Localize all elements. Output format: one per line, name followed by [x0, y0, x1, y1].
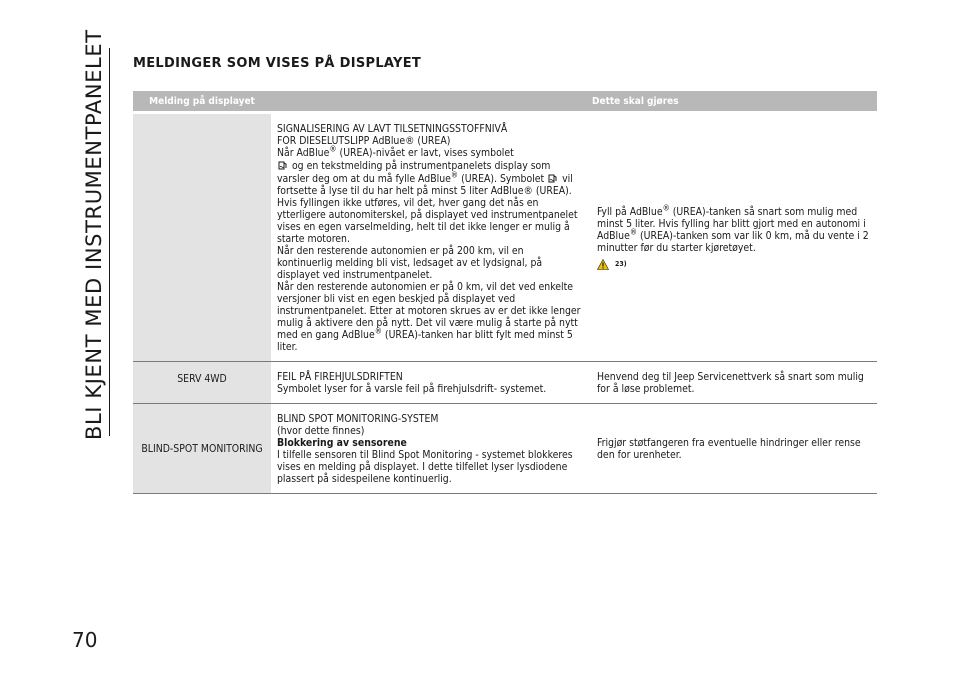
warning-reference: [597, 258, 869, 270]
adblue-fuel-icon: [547, 172, 559, 184]
adblue-fuel-icon: [277, 159, 289, 171]
row-title: FOR DIESELUTSLIPP AdBlue® (UREA): [277, 135, 451, 147]
header-display-message: Melding på displayet: [149, 95, 255, 107]
row-label: BLIND-SPOT MONITORING: [133, 404, 271, 493]
row-title: FEIL PÅ FIREHJULSDRIFTEN: [277, 371, 403, 383]
row-action: [587, 114, 877, 361]
table-row: [133, 114, 877, 362]
action-text: Henvend deg til Jeep Servicenettverk så snart som mulig for å løse problemet.: [597, 371, 864, 395]
warning-ref-number: 23): [615, 260, 627, 268]
table-row: [133, 362, 877, 404]
warning-triangle-icon: [597, 259, 609, 270]
messages-table: [133, 91, 877, 494]
section-title: MELDINGER SOM VISES PÅ DISPLAYET: [133, 56, 422, 71]
row-text: Hvis fyllingen ikke utføres, vil det, hver gang det nås en ytterligere autonomiterskel, på displayet ved instrumentpanelet vises en egen varselmelding, helt til det ikke lenger er mulig å starte motoren.: [277, 197, 578, 245]
row-text: I tilfelle sensoren til Blind Spot Monitoring - systemet blokkeres vises en melding på displayet. I dette tilfellet lyser lysdiodene plassert på sidespeilene kontinuerlig.: [277, 449, 573, 485]
row-action: [587, 362, 877, 403]
header-description: [271, 91, 587, 111]
row-text: Når den resterende autonomien er på 0 km, vil det ved enkelte versjoner bli vist en egen beskjed på displayet ved instrumentpanelet. Etter at motoren skrues av er det ikke lenger mulig å aktivere den på nytt. Det vil være mulig å starte på nytt med en gang AdBlue® (UREA)-tanken har blitt fylt med minst 5 liter.: [277, 281, 581, 353]
row-title: BLIND SPOT MONITORING-SYSTEM: [277, 413, 439, 425]
action-text: Fyll på AdBlue® (UREA)-tanken så snart som mulig med minst 5 liter. Hvis fylling har blitt gjort med en autonomi i AdBlue® (UREA)-tanken som var lik 0 km, må du vente i 2 minutter før du starter kjøretøyet.: [597, 203, 869, 254]
row-title: SIGNALISERING AV LAVT TILSETNINGSSTOFFNIVÅ: [277, 123, 508, 135]
row-text: Når den resterende autonomien er på 200 km, vil en kontinuerlig melding bli vist, ledsaget av et lydsignal, på displayet ved instrumentpanelet.: [277, 245, 543, 281]
row-description: [271, 404, 587, 493]
header-action: Dette skal gjøres: [592, 95, 679, 107]
chapter-divider: [109, 48, 110, 436]
row-label: [133, 114, 271, 361]
row-label: SERV 4WD: [133, 362, 271, 403]
row-text: Symbolet lyser for å varsle feil på firehjulsdrift- systemet.: [277, 383, 547, 395]
table-header: [133, 91, 877, 111]
page-number: 70: [72, 628, 98, 652]
row-text: Når AdBlue® (UREA)-nivået er lavt, vises symbolet og en tekstmelding på instrumentpanelets display som varsler deg om at du må fylle AdBlue® (UREA). Symbolet vil fortsette å lyse til du har helt på minst 5 liter AdBlue® (UREA).: [277, 144, 573, 197]
row-subtitle: (hvor dette finnes): [277, 425, 365, 437]
table-row: [133, 404, 877, 494]
row-description: [271, 114, 587, 361]
chapter-title: BLI KJENT MED INSTRUMENTPANELET: [82, 29, 106, 440]
row-description: [271, 362, 587, 403]
row-action: [587, 404, 877, 493]
row-bold-heading: Blokkering av sensorene: [277, 437, 407, 449]
action-text: Frigjør støtfangeren fra eventuelle hindringer eller rense den for urenheter.: [597, 437, 861, 461]
